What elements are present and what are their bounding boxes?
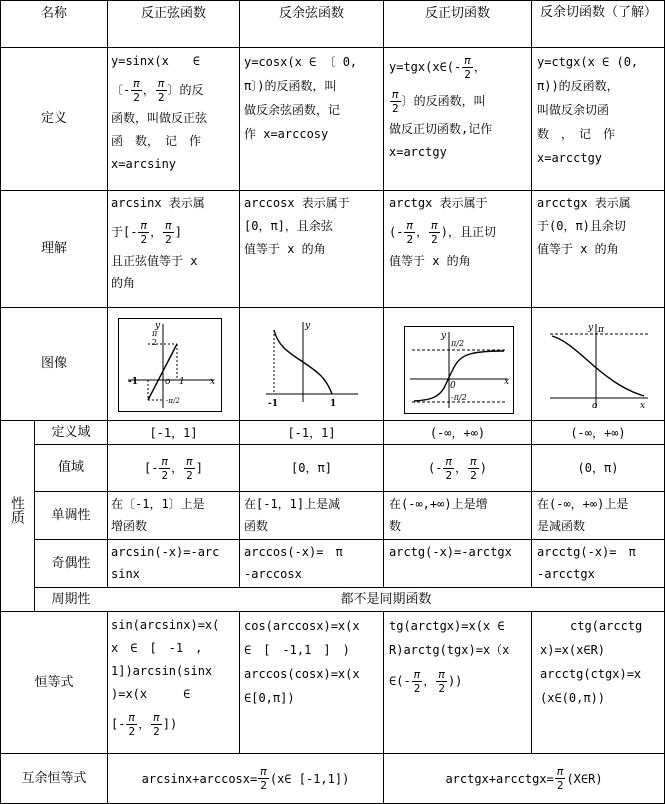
label-y: y	[305, 321, 311, 331]
identity-arcsin-line3: 1])arcsin(sinx	[111, 664, 213, 678]
und-arctan-line1: arctgx 表示属于	[389, 196, 488, 210]
label-neg-one: -1	[268, 399, 278, 409]
frac-num: π	[128, 710, 136, 724]
frac-den: 2	[406, 232, 414, 246]
label-x: x	[504, 377, 510, 387]
def-arcsin-line3: 函数，叫做反正弦	[111, 111, 208, 125]
label-zero: 0	[450, 381, 456, 391]
frac-den: 2	[157, 90, 165, 104]
rule-mono	[34, 539, 665, 540]
label-one: 1	[179, 377, 185, 387]
def-arcsin-line5: x=arcsiny	[111, 157, 177, 171]
def-arcsin-close: 〕的反	[167, 82, 204, 97]
frac-num: π	[161, 454, 169, 468]
def-arctan	[389, 50, 529, 188]
parity-arcsin-line1: arcsin(-x)=-arc	[111, 545, 220, 559]
frac-num: π	[413, 667, 421, 681]
frac-den: 2	[392, 101, 399, 115]
range-arctan	[384, 445, 531, 491]
frac-den: 2	[186, 468, 193, 482]
und-arctan-frac2	[429, 219, 440, 246]
row-label-properties: 性质	[9, 496, 25, 524]
range-arctan-frac1	[443, 455, 454, 482]
domain-arctan: (-∞，+∞)	[429, 425, 486, 440]
label-two: 2	[152, 338, 158, 347]
identity-arcsin-frac1	[126, 711, 137, 738]
range-arccot: (0，π)	[577, 461, 619, 475]
label-pi: π	[598, 325, 604, 335]
und-arcsin-line2	[111, 214, 235, 250]
und-arccos-line1: arccosx 表示属于	[244, 196, 350, 210]
def-arccot-line3: 叫做反余切函	[537, 103, 610, 117]
def-arctan-line3: 做反正切函数,记作	[389, 122, 493, 136]
def-arccos-line1: y=cosx(x ∈ 〔 0,	[244, 55, 358, 69]
identity-arctan-frac1	[412, 668, 423, 695]
frac-num: π	[140, 218, 148, 232]
row-label-identity: 恒等式	[34, 674, 74, 690]
frac-num: π	[470, 454, 477, 468]
identity-arcsin-open: [-	[111, 716, 126, 731]
frac-den: 2	[438, 681, 445, 695]
row-label-parity: 奇偶性	[51, 555, 91, 571]
def-arctan-comma: ，	[473, 59, 486, 74]
complementary-right	[384, 754, 664, 803]
identity-arccos-line2: ∈ [ -1,1 ] )	[244, 643, 350, 657]
def-arcsin-frac1	[131, 77, 142, 104]
und-arctan-close: )，且正切	[440, 225, 496, 239]
identity-arctan-comma: ，	[423, 674, 436, 688]
header-arctan: 反正切函数	[424, 5, 490, 21]
mono-arccos-line1: 在[-1，1]上是减	[244, 497, 341, 511]
row-label-definition: 定义	[40, 111, 67, 126]
def-arcsin-line1: y=sinx(x ∈	[111, 54, 201, 68]
frac-den: 2	[464, 67, 471, 81]
range-arctan-open: (-	[428, 461, 443, 475]
graph-arcsin	[118, 318, 222, 412]
complementary-left	[108, 754, 383, 803]
identity-arccos	[244, 614, 381, 752]
identity-arctan-line3	[389, 662, 529, 700]
und-arctan-comma: ，	[416, 225, 429, 239]
label-y: y	[155, 321, 161, 331]
parity-arcsin	[111, 541, 237, 587]
und-arctan	[389, 192, 529, 306]
label-neg-one: -1	[128, 377, 138, 387]
identity-arcsin-line1: sin(arcsinx)=x(	[111, 618, 220, 632]
und-arcsin-frac1	[138, 219, 149, 246]
def-arccot-line4: 数 ， 记 作	[537, 127, 616, 141]
rule-range	[34, 491, 665, 492]
def-arccos	[244, 50, 380, 188]
frac-den: 2	[133, 90, 140, 104]
complementary-right-frac	[555, 765, 566, 792]
range-arccos: [0，π]	[291, 461, 332, 475]
identity-arcsin-close: ])	[162, 716, 178, 731]
def-arcsin-frac2	[156, 77, 167, 104]
und-arccot	[537, 192, 661, 306]
identity-arcsin-frac2	[151, 711, 162, 738]
row-label-understanding: 理解	[40, 241, 67, 256]
parity-arccot-line2: -arcctgx	[537, 567, 595, 581]
und-arccos-line2: [0，π]，且余弦	[244, 219, 333, 233]
range-arcsin	[108, 445, 239, 491]
und-arcsin	[111, 192, 235, 306]
def-arccos-line4: 作 x=arccosy	[244, 127, 329, 141]
mono-arcsin-line1: 在〔-1，1〕上是	[111, 497, 205, 511]
row-label-graph: 图像	[40, 356, 67, 371]
und-arctan-frac1	[404, 219, 415, 246]
mono-arctan-line2: 数	[389, 519, 402, 533]
und-arcsin-line3: 且正弦值等于 x	[111, 254, 198, 268]
und-arctan-line3: 值等于 x 的角	[389, 254, 471, 268]
mono-arcsin-line2: 增函数	[111, 519, 148, 533]
frac-den: 2	[413, 681, 421, 695]
def-arccos-line2: π〕)的反函数，叫	[244, 79, 337, 93]
und-arcsin-open: 于[-	[111, 225, 138, 239]
identity-arccot-line4: (x∈(0,π))	[540, 691, 606, 705]
und-arcsin-line4: 的角	[111, 276, 136, 290]
parity-arctan	[389, 541, 529, 587]
graph-arccos	[258, 318, 362, 412]
header-arccot: 反余切函数（了解）	[539, 5, 657, 20]
frac-num: π	[445, 454, 453, 468]
mono-arccos-line2: 函数	[244, 519, 269, 533]
label-neg-pi-half: -π/2	[451, 393, 467, 402]
identity-arccot-line3: arcctg(ctgx)=x	[540, 667, 642, 681]
identity-arctan-line1: tg(arctgx)=x(x ∈	[389, 619, 505, 633]
parity-arctan-line1: arctg(-x)=-arctgx	[389, 545, 512, 559]
header-arcsin: 反正弦函数	[140, 5, 206, 21]
def-arctan-line4: x=arctgy	[389, 145, 447, 159]
identity-arcsin-comma: ，	[138, 716, 151, 731]
und-arcsin-comma: ，	[150, 225, 163, 239]
mono-arccos	[244, 493, 381, 539]
def-arccot-line1: y=ctgx(x ∈ (0,	[537, 55, 639, 69]
identity-arctan	[389, 614, 529, 752]
frac-num: π	[556, 765, 564, 778]
def-arctan-open: y=tgx(x∈(-	[389, 59, 462, 74]
def-arcsin-line4: 函 数， 记 作	[111, 134, 202, 148]
frac-num: π	[165, 218, 172, 232]
domain-arccos: [-1，1]	[287, 425, 336, 440]
mono-arccot	[537, 493, 662, 539]
label-y: y	[588, 323, 594, 333]
frac-den: 2	[260, 779, 267, 792]
vline-2-mid	[239, 611, 240, 753]
parity-arccos-line2: -arccosx	[244, 567, 302, 581]
frac-num: π	[464, 53, 471, 67]
row-label-complementary: 互余恒等式	[21, 770, 87, 786]
identity-arcsin-line5	[111, 706, 237, 742]
frac-den: 2	[470, 468, 477, 482]
complementary-left-a: arcsinx+arccosx=	[141, 771, 258, 786]
und-arccot-line1: arcctgx 表示属	[537, 196, 631, 210]
label-one: 1	[330, 399, 337, 409]
frac-den: 2	[165, 232, 172, 246]
def-arctan-line2	[389, 84, 529, 118]
label-pi-half: π/2	[451, 339, 465, 348]
identity-arcsin-line4: )=x(x ∈	[111, 687, 191, 701]
label-pi: π	[152, 329, 158, 338]
range-arctan-close: )	[479, 461, 487, 475]
vline-1-top	[107, 0, 108, 587]
identity-arctan-open: ∈(-	[389, 674, 411, 688]
vline-4-mid	[531, 611, 532, 753]
parity-arccot	[537, 541, 662, 587]
mono-arcsin	[111, 493, 237, 539]
vline-3-top	[383, 0, 384, 587]
parity-arcsin-line2: sinx	[111, 567, 140, 581]
frac-den: 2	[431, 232, 438, 246]
und-arcsin-close: ]	[174, 225, 182, 239]
range-arctan-comma: ，	[455, 461, 468, 475]
identity-arccos-line1: cos(arccosx)=x(x	[244, 619, 360, 633]
header-name: 名称	[40, 5, 67, 21]
row-label-domain: 定义域	[51, 424, 91, 440]
complementary-right-a: arctgx+arcctgx=	[445, 771, 554, 786]
vline-2-top	[239, 0, 240, 587]
complementary-left-b: (x∈ [-1,1])	[269, 771, 350, 786]
parity-arccos-line1: arccos(-x)= π	[244, 545, 343, 559]
identity-arcsin-line2: x ∈ [ -1 ,	[111, 641, 203, 655]
frac-num: π	[186, 454, 193, 468]
und-arccot-line2: 于(0，π)且余切	[537, 219, 626, 233]
identity-arccot-line1: ctg(arcctg	[570, 619, 643, 633]
range-arcsin-close: ]	[195, 461, 203, 475]
und-arcsin-frac2	[163, 219, 174, 246]
und-arcsin-line1: arcsinx 表示属	[111, 196, 205, 210]
graph-arccot	[544, 318, 654, 412]
vline-4-top	[531, 0, 532, 587]
row-label-monotonicity: 单调性	[51, 507, 91, 523]
mono-arccot-line1: 在(-∞，+∞)上是	[537, 497, 629, 511]
complementary-left-frac	[258, 765, 269, 792]
def-arccot-line2: π))的反函数，	[537, 79, 619, 93]
und-arccot-line3: 值等于 x 的角	[537, 242, 619, 256]
curve-arccot	[552, 336, 644, 396]
def-arccos-line3: 做反余弦函数，记	[244, 103, 341, 117]
frac-den: 2	[161, 468, 169, 482]
label-x: x	[640, 401, 646, 411]
mono-arccot-line2: 是减函数	[537, 519, 586, 533]
def-arctan-frac1	[462, 54, 473, 81]
und-arctan-line2	[389, 214, 529, 250]
frac-den: 2	[556, 779, 564, 792]
range-arcsin-frac2	[184, 455, 195, 482]
mono-arctan-line1: 在(-∞,+∞)上是增	[389, 497, 488, 511]
parity-arccot-line1: arcctg(-x)= π	[537, 545, 636, 559]
frac-num: π	[260, 765, 267, 778]
label-o: o	[592, 401, 598, 411]
def-arctan-frac2	[390, 88, 401, 115]
label-x: x	[210, 377, 216, 387]
domain-arcsin: [-1，1]	[149, 425, 198, 440]
frac-den: 2	[128, 724, 136, 738]
def-arcsin-line2	[111, 73, 235, 107]
complementary-right-b: (X∈R)	[566, 771, 603, 786]
identity-arccot	[540, 614, 662, 752]
frac-num: π	[438, 667, 445, 681]
def-arcsin-comma: ，	[142, 82, 155, 97]
identity-arccos-line3: arccos(cosx)=x(x	[244, 667, 360, 681]
periodicity-value: 都不是同期函数	[340, 591, 432, 607]
identity-arctan-close: ))	[447, 674, 463, 688]
label-o: o	[165, 377, 171, 387]
label-y: y	[441, 331, 447, 341]
range-arcsin-comma: ，	[171, 461, 184, 475]
frac-num: π	[392, 87, 399, 101]
frac-num: π	[157, 76, 165, 90]
identity-arctan-frac2	[436, 668, 447, 695]
def-arccot-line5: x=arcctgy	[537, 151, 603, 165]
frac-num: π	[431, 218, 438, 232]
domain-arccot: (-∞，+∞)	[570, 425, 626, 440]
range-arctan-frac2	[468, 455, 479, 482]
identity-arccos-line4: ∈[0,π])	[244, 691, 295, 705]
identity-arctan-line2: R)arctg(tgx)=x（x	[389, 643, 510, 657]
row-label-range: 值域	[57, 460, 84, 475]
frac-num: π	[133, 76, 140, 90]
frac-num: π	[153, 710, 160, 724]
identity-arccot-line2: x)=x(x∈R)	[540, 643, 606, 657]
row-label-periodicity: 周期性	[51, 591, 91, 607]
und-arctan-open: (-	[389, 225, 404, 239]
und-arccos	[244, 192, 380, 306]
def-arcsin-open: 〔-	[111, 82, 131, 97]
label-neg-pi-half: -π/2	[166, 397, 180, 405]
parity-arccos	[244, 541, 381, 587]
frac-num: π	[406, 218, 414, 232]
def-arcsin	[111, 50, 235, 188]
frac-den: 2	[140, 232, 148, 246]
graph-arctan	[404, 326, 514, 414]
mono-arctan	[389, 493, 529, 539]
header-arccos: 反余弦函数	[278, 5, 344, 21]
def-arctan-line1	[389, 50, 529, 84]
identity-arcsin	[111, 614, 237, 752]
range-arcsin-frac1	[159, 455, 170, 482]
def-arctan-close: 〕的反函数，叫	[401, 93, 486, 108]
und-arccos-line3: 值等于 x 的角	[244, 242, 326, 256]
frac-den: 2	[445, 468, 453, 482]
range-arcsin-open: [-	[144, 461, 159, 475]
frac-den: 2	[153, 724, 160, 738]
def-arccot	[537, 50, 661, 188]
